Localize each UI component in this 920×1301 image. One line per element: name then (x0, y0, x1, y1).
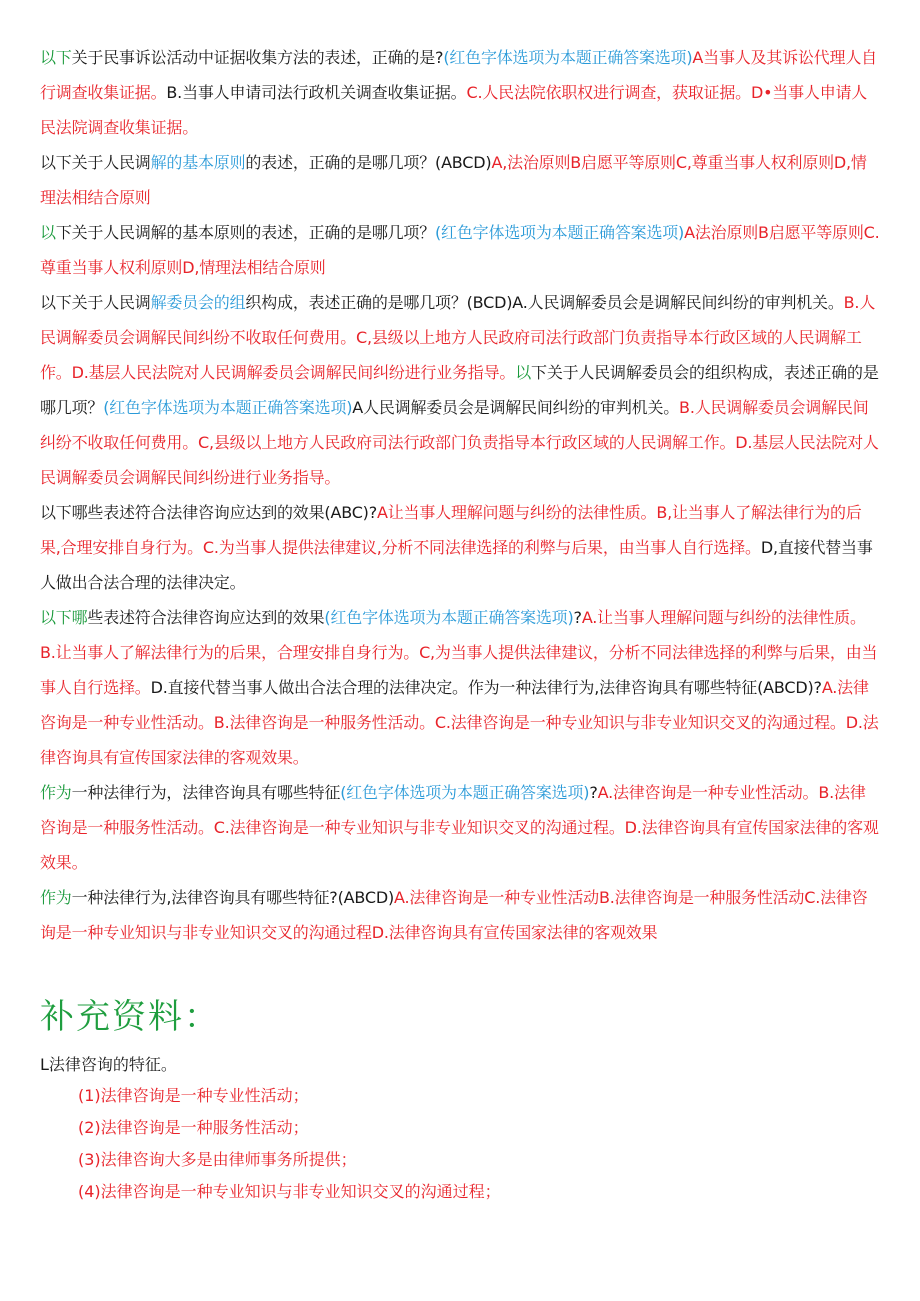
segment: B.人民调解委员会调解民间纠纷不收取任何费用。C,县级以上地方人民政府司法行政部门负责指导本行政区域的人民调解工作。D.基层人民法院对人民调解委员会调解民间纠纷进行业务指导。 (40, 398, 879, 487)
list-item: (4)法律咨询是一种专业知识与非专业知识交叉的沟通过程； (78, 1182, 501, 1201)
segment: 解的基本原则 (150, 153, 246, 172)
segment: A,法治原则B启愿平等原则C,尊重当事人权利原则D,情理法相结合原则 (40, 153, 867, 207)
question-list (40, 40, 880, 950)
question-paragraph-5 (40, 495, 880, 600)
supplement-list (78, 1080, 501, 1208)
segment: A当事人及其诉讼代理人自行调查收集证据。 (40, 48, 877, 102)
segment: 些表述符合法律咨询应达到的效果 (87, 608, 325, 627)
question-paragraph-1 (40, 40, 880, 145)
segment: D.直接代替当事人做出合法合理的法律决定。作为一种法律行为,法律咨询具有哪些特征(ABCD)? (150, 678, 822, 697)
question-paragraph-8 (40, 880, 880, 950)
segment: 作为 (40, 783, 72, 802)
segment: ? (573, 608, 582, 627)
segment: A.法律咨询是一种专业性活动B.法律咨询是一种服务性活动C.法律咨询是一种专业知识与非专业知识交叉的沟通过程D.法律咨询具有宣传国家法律的客观效果 (40, 888, 868, 942)
segment: 以下关于人民调 (40, 293, 151, 312)
segment: A让当事人理解问题与纠纷的法律性质。B,让当事人了解法律行为的后果,合理安排自身行为。C.为当事人提供法律建议,分析不同法律选择的利弊与后果，由当事人自行选择。 (40, 503, 862, 557)
segment: A.让当事人理解问题与纠纷的法律性质。B.让当事人了解法律行为的后果，合理安排自身行为。C,为当事人提供法律建议，分析不同法律选择的利弊与后果，由当事人自行选择。 (40, 608, 878, 697)
supplement-title: 补充资料： (40, 997, 220, 1037)
segment: ? (589, 783, 598, 802)
list-item: (2)法律咨询是一种服务性活动； (78, 1118, 309, 1137)
segment: B.当事人申请司法行政机关调查收集证据。 (166, 83, 467, 102)
segment: B.人民调解委员会调解民间纠纷不收取任何费用。C,县级以上地方人民政府司法行政部门负责指导本行政区域的人民调解工作。D.基层人民法院对人民调解委员会调解民间纠纷进行业务指导。 (40, 293, 876, 382)
segment: A法治原则B启愿平等原则C.尊重当事人权利原则D,情理法相结合原则 (40, 223, 880, 277)
segment: D,直接代替当事人做出合法合理的法律决定。 (40, 538, 873, 592)
segment: 以下关于人民调 (40, 153, 151, 172)
supplement-lead: L法律咨询的特征。 (40, 1055, 177, 1074)
question-paragraph-7 (40, 775, 880, 880)
segment: 以 (515, 363, 532, 382)
segment: (红色字体选项为本题正确答案选项) (103, 398, 353, 417)
question-paragraph-6 (40, 600, 880, 775)
segment: 作为 (40, 888, 72, 907)
segment: 解委员会的组 (150, 293, 246, 312)
list-item: (3)法律咨询大多是由律师事务所提供； (78, 1150, 357, 1169)
segment: 以 (40, 223, 56, 242)
segment: C.人民法院依职权进行调查，获取证据。D•当事人申请人民法院调查收集证据。 (40, 83, 868, 137)
segment: (红色字体选项为本题正确答案选项) (324, 608, 574, 627)
segment: (红色字体选项为本题正确答案选项) (340, 783, 590, 802)
segment: 一种法律行为，法律咨询具有哪些特征 (71, 783, 341, 802)
list-item: (1)法律咨询是一种专业性活动； (78, 1086, 309, 1105)
segment: (红色字体选项为本题正确答案选项) (435, 223, 685, 242)
segment: 以下哪 (40, 503, 88, 522)
question-paragraph-4 (40, 285, 880, 495)
segment: 一种法律行为,法律咨询具有哪些特征?(ABCD) (71, 888, 395, 907)
segment: 的表述，正确的是哪几项？(ABCD) (245, 153, 492, 172)
segment: 关于民事诉讼活动中证据收集方法的表述，正确的是? (71, 48, 444, 67)
segment: 以下 (40, 48, 72, 67)
question-paragraph-3 (40, 215, 880, 285)
segment: A.法律咨询是一种专业性活动。B.法律咨询是一种服务性活动。C.法律咨询是一种专业知识与非专业知识交叉的沟通过程。D.法律咨询具有宣传国家法律的客观效果。 (40, 783, 879, 872)
segment: 下关于人民调解委员会的组织构成，表述正确的是哪几项？ (40, 363, 879, 417)
segment: A.法律咨询是一种专业性活动。B.法律咨询是一种服务性活动。C.法律咨询是一种专业知识与非专业知识交叉的沟通过程。D.法律咨询具有宣传国家法律的客观效果。 (40, 678, 879, 767)
question-paragraph-2 (40, 145, 880, 215)
segment: 下关于人民调解的基本原则的表述，正确的是哪几项？ (55, 223, 436, 242)
segment: 些表述符合法律咨询应达到的效果(ABC)? (87, 503, 377, 522)
segment: 织构成，表述正确的是哪几项？(BCD)A.人民调解委员会是调解民间纠纷的审判机关。 (245, 293, 844, 312)
segment: A人民调解委员会是调解民间纠纷的审判机关。 (352, 398, 680, 417)
segment: 以下哪 (40, 608, 88, 627)
segment: (红色字体选项为本题正确答案选项) (443, 48, 693, 67)
